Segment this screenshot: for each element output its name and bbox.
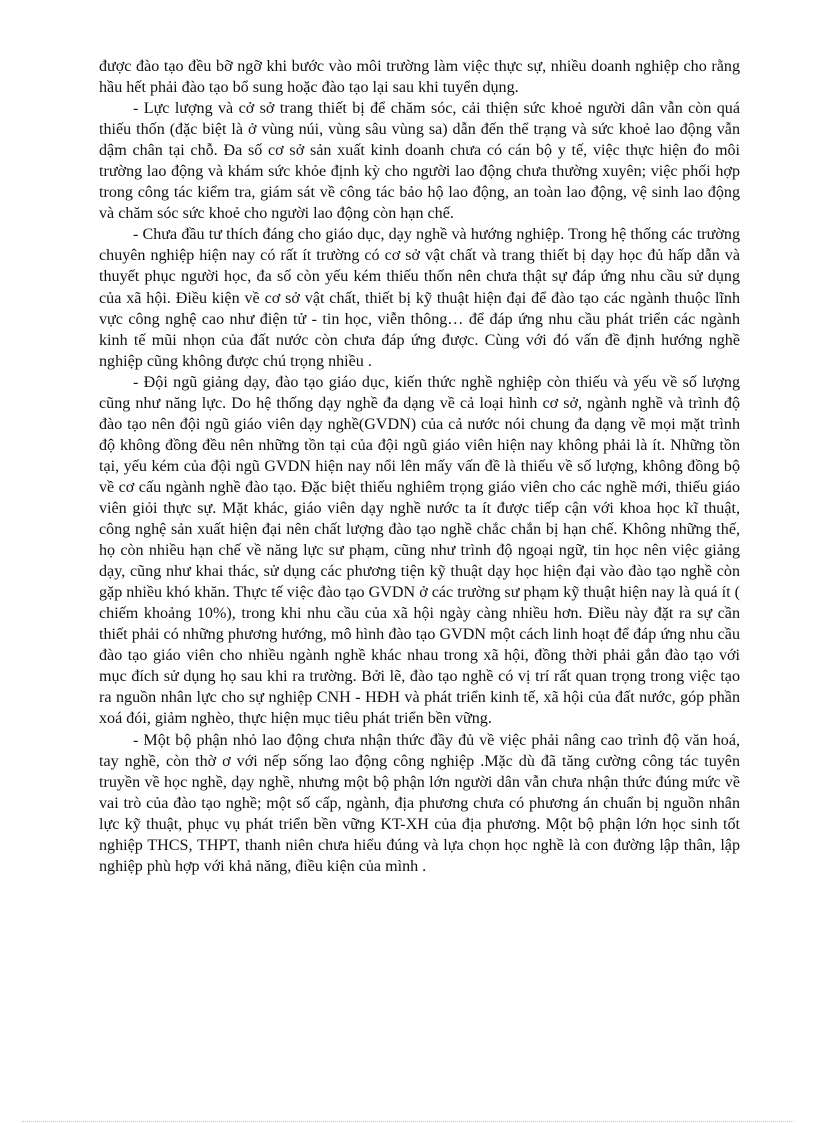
paragraph-health-facilities: - Lực lượng và cở sở trang thiết bị để chăm sóc, cải thiện sức khoẻ người dân vẫn còn quá thiếu thốn (đặc biệt là ở vùng núi, vùng sâu vùng sa) dẫn đến thể trạng và sức khoẻ lao động vẫn dậm chân tại chỗ. Đa số cơ sở sản xuất kinh doanh chưa có cán bộ y tế, việc thực hiện đo môi trường lao động và khám sức khỏe định kỳ cho người lao động chưa thường xuyên; việc phối hợp trong công tác kiểm tra, giám sát về công tác bảo hộ lao động, an toàn lao động, vệ sinh lao động và chăm sóc sức khoẻ cho người lao động còn hạn chế. [99,100,740,223]
paragraph-education-investment: - Chưa đầu tư thích đáng cho giáo dục, dạy nghề và hướng nghiệp. Trong hệ thống các trường chuyên nghiệp hiện nay có rất ít trường có cơ sở vật chất và trang thiết bị dạy học đủ hấp dẫn và thuyết phục người học, đa số còn yếu kém thiếu thốn nên chưa thật sự đáp ứng nhu cầu sử dụng của xã hội. Điều kiện về cơ sở vật chất, thiết bị kỹ thuật hiện đại để đào tạo các ngành thuộc lĩnh vực công nghệ cao như điện tử - tin học, viễn thông… để đáp ứng nhu cầu phát triển các ngành kinh tế mũi nhọn của đất nước còn chưa đáp ứng được. Cùng với đó vấn đề định hướng nghề nghiệp cũng không được chú trọng nhiều . [99,226,740,370]
paragraph-continuation: được đào tạo đều bỡ ngỡ khi bước vào môi trường làm việc thực sự, nhiều doanh nghiệp cho rằng hầu hết phải đào tạo bổ sung hoặc đào tạo lại sau khi tuyển dụng. [99,58,740,97]
page-bottom-divider [22,1121,794,1122]
paragraph-teaching-staff: - Đội ngũ giảng dạy, đào tạo giáo dục, kiến thức nghề nghiệp còn thiếu và yếu về số lượng cũng như năng lực. Do hệ thống dạy nghề đa dạng về cả loại hình cơ sở, ngành nghề và trình độ đào tạo nên đội ngũ giáo viên dạy nghề(GVDN) của cả nước nói chung đa dạng về mọi mặt trình độ không đồng đều nên những tồn tại của đội ngũ giáo viên hiện nay không phải là ít. Những tồn tại, yếu kém của đội ngũ GVDN hiện nay nổi lên mấy vấn đề là thiếu về số lượng, không đồng bộ về cơ cấu ngành nghề đào tạo. Đặc biệt thiếu nghiêm trọng giáo viên cho các nghề mới, thiếu giáo viên giỏi thực sự. Mặt khác, giáo viên dạy nghề nước ta ít được tiếp cận với khoa học kĩ thuật, công nghệ sản xuất hiện đại nên chất lượng đào tạo nghề chắc chắn bị hạn chế. Không những thế, họ còn nhiều hạn chế về năng lực sư phạm, cũng như trình độ ngoại ngữ, tin học nên việc giảng dạy, cũng như khai thác, sử dụng các phương tiện kỹ thuật dạy học hiện đại vào đào tạo nghề còn gặp nhiều khó khăn. Thực tế việc đào tạo GVDN ở các trường sư phạm kỹ thuật hiện nay là quá ít ( chiếm khoảng 10%), trong khi nhu cầu của xã hội ngày càng nhiều hơn. Điều này đặt ra sự cần thiết phải có những phương hướng, mô hình đào tạo GVDN một cách linh hoạt để đáp ứng nhu cầu đào tạo giáo viên cho nhiều ngành nghề khác nhau trong xã hội, đồng thời phải gắn đào tạo với mục đích sử dụng họ sau khi ra trường. Bởi lẽ, đào tạo nghề có vị trí rất quan trọng trong việc tạo ra nguồn nhân lực cho sự nghiệp CNH - HĐH và phát triển kinh tế, xã hội của đất nước, góp phần xoá đói, giảm nghèo, thực hiện mục tiêu phát triển bền vững. [99,373,740,728]
paragraph-worker-awareness: - Một bộ phận nhỏ lao động chưa nhận thức đầy đủ về việc phải nâng cao trình độ văn hoá, tay nghề, còn thờ ơ với nếp sống lao động công nghiệp .Mặc dù đã tăng cường công tác tuyên truyền về học nghề, dạy nghề, nhưng một bộ phận lớn người dân vẫn chưa nhận thức đúng mức về vai trò của đào tạo nghề; một số cấp, ngành, địa phương chưa có phương án chuẩn bị nguồn nhân lực kỹ thuật, phục vụ phát triển bền vững KT-XH của địa phương. Một bộ phận lớn học sinh tốt nghiệp THCS, THPT, thanh niên chưa hiểu đúng và lựa chọn học nghề là con đường lập thân, lập nghiệp phù hợp với khả năng, điều kiện của mình . [99,731,740,875]
document-body [99,56,740,877]
